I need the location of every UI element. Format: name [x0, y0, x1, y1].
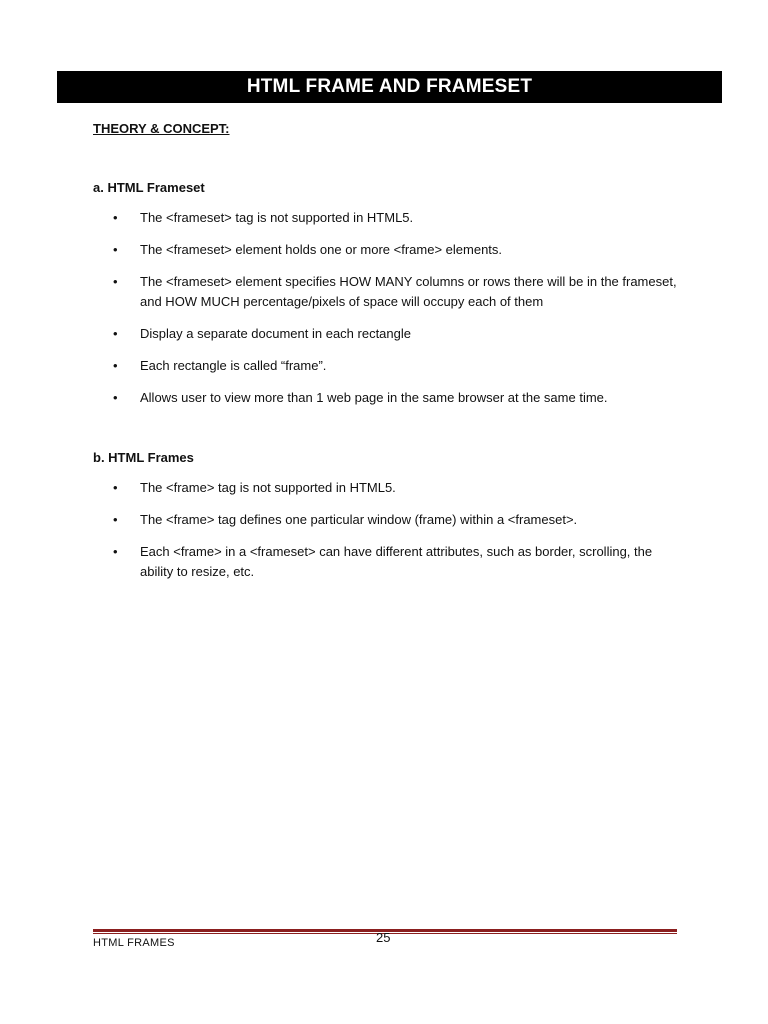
page-title-bar — [57, 71, 722, 103]
list-item-text: The <frameset> tag is not supported in HTML5. — [140, 210, 414, 225]
footer-label: HTML FRAMES — [93, 937, 175, 949]
list-item — [113, 240, 683, 260]
section-heading-frames: b. HTML Frames — [93, 450, 194, 465]
bullet-icon: • — [113, 357, 118, 373]
frames-bullet-list — [113, 478, 683, 594]
bullet-icon: • — [113, 544, 118, 559]
bullet-icon: • — [113, 389, 118, 405]
list-item-text: The <frameset> element holds one or more <frame> elements. — [140, 242, 503, 257]
page-number: 25 — [376, 930, 391, 945]
list-item-text: Allows user to view more than 1 web page in the same browser at the same time. — [140, 389, 608, 405]
list-item — [113, 272, 683, 311]
theory-concept-heading: THEORY & CONCEPT: — [93, 121, 230, 136]
list-item-text: The <frameset> element specifies HOW MANY columns or rows there will be in the frameset, and HOW MUCH percentage/pixels of space will occupy each of them — [140, 274, 677, 309]
list-item — [113, 324, 683, 344]
bullet-icon: • — [113, 274, 118, 289]
bullet-icon: • — [113, 325, 118, 341]
list-item — [113, 356, 683, 376]
bullet-icon: • — [113, 210, 118, 225]
bullet-icon: • — [113, 480, 118, 495]
list-item — [113, 208, 683, 228]
list-item — [113, 478, 683, 498]
page-title: HTML FRAME AND FRAMESET — [246, 76, 533, 97]
bullet-icon: • — [113, 242, 118, 257]
bullet-icon: • — [113, 512, 118, 527]
list-item-text: The <frame> tag is not supported in HTML5. — [140, 480, 396, 495]
frameset-bullet-list — [113, 208, 683, 420]
list-item — [113, 388, 683, 408]
list-item-text: Display a separate document in each rectangle — [140, 325, 411, 341]
list-item — [113, 510, 683, 530]
section-heading-frameset: a. HTML Frameset — [93, 180, 205, 195]
list-item-text: The <frame> tag defines one particular window (frame) within a <frameset>. — [140, 512, 578, 527]
list-item — [113, 542, 683, 581]
list-item-text: Each <frame> in a <frameset> can have different attributes, such as border, scrolling, the ability to resize, etc. — [140, 544, 653, 579]
list-item-text: Each rectangle is called “frame”. — [140, 357, 327, 373]
